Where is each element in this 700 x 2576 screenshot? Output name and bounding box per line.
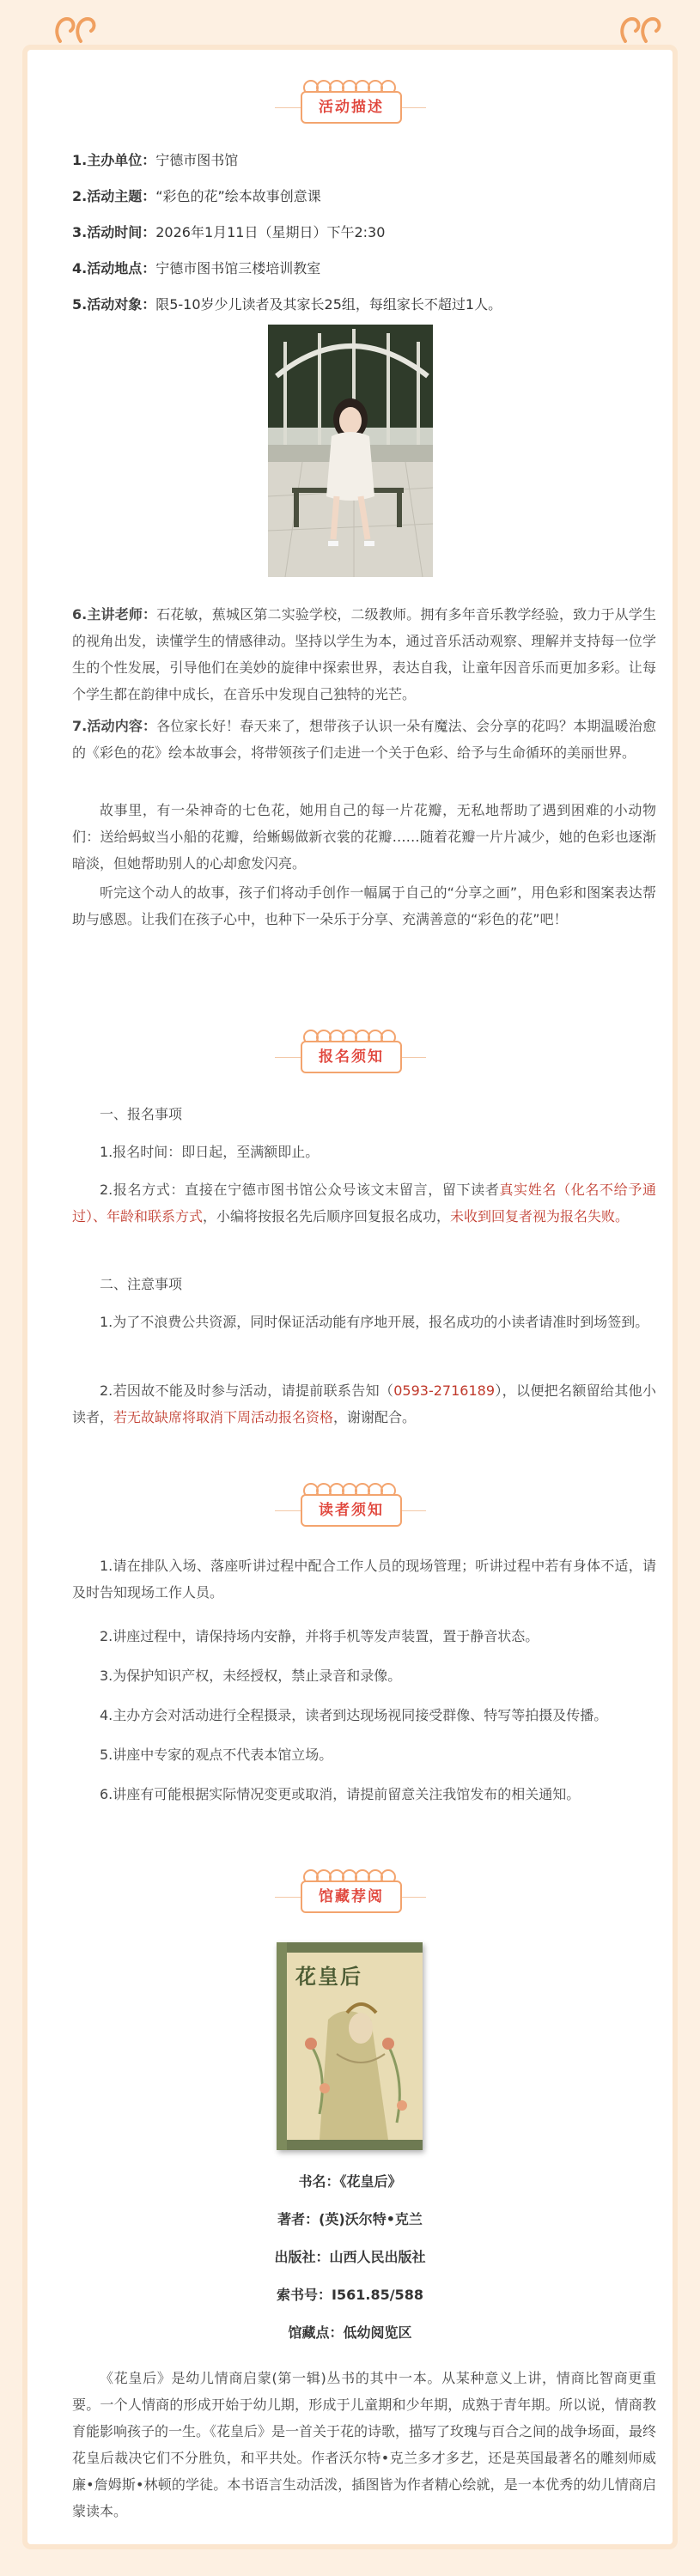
section-heading-recommend: [0, 1868, 700, 1920]
book-call-number: 索书号：I561.85/588: [277, 2287, 423, 2303]
teacher-intro: 6.主讲老师：石花敏，蕉城区第二实验学校，二级教师。拥有多年音乐教学经验，致力于从学生的视角出发，读懂学生的情感律动。坚持以学生为本，通过音乐活动观察、理解并支持每一位学生的个性发展，引导他们在美妙的旋律中探索世界，表达自我，让童年因音乐而更加多彩。让每个学生都在韵律中成长，在音乐中发现自己独特的光芒。: [72, 606, 656, 702]
info-row-time: 3.活动时间：2026年1月11日（星期日）下午2:30: [72, 224, 386, 240]
reader-notice-6: 6.讲座有可能根据实际情况变更或取消，请提前留意关注我馆发布的相关通知。: [100, 1786, 581, 1802]
reader-notice-1: 1.请在排队入场、落座听讲过程中配合工作人员的现场管理；听讲过程中若有身体不适，请及时告知现场工作人员。: [72, 1558, 656, 1601]
section-heading-reader: [0, 1482, 700, 1534]
reader-notice-3: 3.为保护知识产权，未经授权，禁止录音和录像。: [100, 1668, 402, 1684]
section-title: 读者须知: [301, 1494, 402, 1527]
reader-notice-2: 2.讲座过程中，请保持场内安静，并将手机等发声装置，置于静音状态。: [100, 1628, 539, 1644]
signup-time: 1.报名时间：即日起，至满额即止。: [100, 1144, 320, 1160]
info-row-theme: 2.活动主题：“彩色的花”绘本故事创意课: [72, 188, 321, 204]
info-row-audience: 5.活动对象：限5-10岁少儿读者及其家长25组，每组家长不超过1人。: [72, 296, 502, 313]
book-introduction: 《花皇后》是幼儿情商启蒙(第一辑)丛书的其中一本。从某种意义上讲，情商比智商更重要。一个人情商的形成开始于幼儿期，形成于儿童期和少年期，成熟于青年期。所以说，情商教育能影响孩子的一生。《花皇后》是一首关于花的诗歌，描写了玫瑰与百合之间的战争场面，最终花皇后裁决它们不分胜负，和平共处。作者沃尔特•克兰多才多艺，还是英国最著名的雕刻师威廉•詹姆斯•林顿的学徒。本书语言生动活泼，插图皆为作者精心绘就，是一本优秀的幼儿情商启蒙读本。: [72, 2370, 657, 2519]
activity-content: 7.活动内容：各位家长好！春天来了，想带孩子认识一朵有魔法、会分享的花吗？本期温暖治愈的《彩色的花》绘本故事会，将带领孩子们走进一个关于色彩、给予与生命循环的美丽世界。: [72, 718, 656, 761]
notice-checkin: 1.为了不浪费公共资源，同时保证活动能有序地开展，报名成功的小读者请准时到场签到。: [100, 1314, 649, 1330]
section-heading-activity: [0, 79, 700, 131]
book-location: 馆藏点：低幼阅览区: [288, 2324, 412, 2341]
signup-method: 2.报名方式：直接在宁德市图书馆公众号该文末留言，留下读者真实姓名（化名不给予通过）、年龄和联系方式，小编将按报名先后顺序回复报名成功，未收到回复者视为报名失败。: [72, 1182, 656, 1224]
info-row-organizer: 1.主办单位：宁德市图书馆: [72, 152, 239, 168]
section-title: 活动描述: [301, 91, 402, 124]
signup-subheading-1: 一、报名事项: [100, 1106, 183, 1122]
book-author: 著者：(英)沃尔特•克兰: [277, 2211, 423, 2227]
book-name: 书名：《花皇后》: [298, 2173, 402, 2190]
book-publisher: 出版社：山西人民出版社: [274, 2249, 426, 2265]
story-paragraph-2: 听完这个动人的故事，孩子们将动手创作一幅属于自己的“分享之画”，用色彩和图案表达帮助与感恩。让我们在孩子心中，也种下一朵乐于分享、充满善意的“彩色的花”吧！: [72, 884, 656, 927]
section-title: 馆藏荐阅: [301, 1880, 402, 1913]
notice-absence: 2.若因故不能及时参与活动，请提前联系告知（0593-2716189），以便把名额留给其他小读者，若无故缺席将取消下周活动报名资格，谢谢配合。: [72, 1382, 656, 1425]
section-title: 报名须知: [301, 1041, 402, 1073]
book-cover-title: 花皇后: [295, 1965, 362, 1989]
reader-notice-4: 4.主办方会对活动进行全程摄录，读者到达现场视同接受群像、特写等拍摄及传播。: [100, 1707, 608, 1723]
section-heading-signup: [0, 1029, 700, 1080]
reader-notice-5: 5.讲座中专家的观点不代表本馆立场。: [100, 1747, 333, 1763]
book-cover: [277, 1942, 423, 2150]
scroll-curl-left-icon: [52, 14, 100, 48]
signup-subheading-2: 二、注意事项: [100, 1276, 183, 1292]
teacher-photo: [268, 325, 433, 577]
story-paragraph-1: 故事里，有一朵神奇的七色花，她用自己的每一片花瓣，无私地帮助了遇到困难的小动物们：送给蚂蚁当小船的花瓣，给蜥蜴做新衣裳的花瓣……随着花瓣一片片减少，她的色彩也逐渐暗淡，但她帮助别人的心却愈发闪亮。: [72, 802, 656, 872]
scroll-curl-right-icon: [617, 14, 665, 48]
info-row-location: 4.活动地点：宁德市图书馆三楼培训教室: [72, 260, 321, 276]
